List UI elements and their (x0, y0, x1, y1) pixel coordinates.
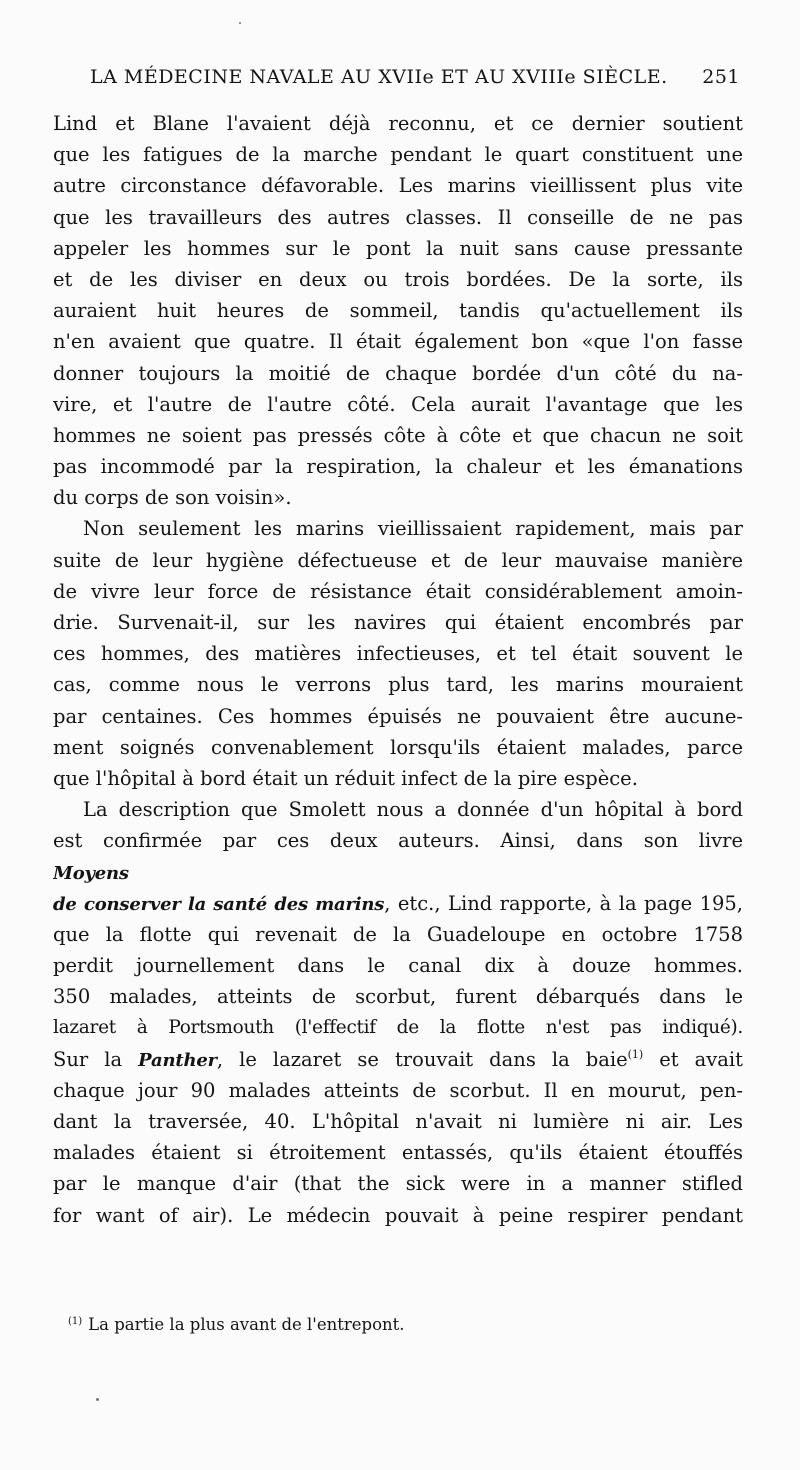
text-line: du corps de son voisin». (53, 486, 292, 510)
text-segment: et avait (659, 1047, 743, 1071)
text-line: que la flotte qui revenait de la Guadeloupe en octobre 1758 (53, 922, 743, 946)
text-line (53, 888, 743, 919)
text-line: 350 malades, atteints de scorbut, furent débarqués dans le (53, 985, 743, 1009)
scan-speck (96, 1398, 99, 1401)
text-line: autre circonstance défavorable. Les marins vieillissent plus vite (53, 174, 743, 198)
text-line: que l'hôpital à bord était un réduit infect de la pire espèce. (53, 766, 638, 790)
text-line: que les travailleurs des autres classes. Il conseille de ne pas (53, 205, 743, 229)
text-line: Lind et Blane l'avaient déjà reconnu, et ce dernier soutient (53, 112, 743, 135)
text-line: pas incommodé par la respiration, la chaleur et les émanations (53, 455, 743, 479)
text-line: que les fatigues de la marche pendant le quart constituent une (53, 143, 743, 167)
text-segment: Sur la (53, 1047, 123, 1071)
text-line: chaque jour 90 malades atteints de scorbut. Il en mourut, pen- (53, 1078, 743, 1102)
text-line: de vivre leur force de résistance était considérablement amoin- (53, 579, 743, 603)
text-line: cas, comme nous le verrons plus tard, les marins mouraient (53, 673, 743, 697)
running-title: LA MÉDECINE NAVALE AU XVIIe ET AU XVIIIe SIÈCLE. (90, 66, 668, 88)
footnote-text: La partie la plus avant de l'entrepont. (88, 1315, 405, 1334)
text-line: est confirmée par ces deux auteurs. Ainsi, dans son livre (53, 829, 743, 853)
text-line: par le manque d'air (that the sick were in a manner stifled (53, 1172, 743, 1196)
text-line: appeler les hommes sur le pont la nuit sans cause pressante (53, 236, 743, 260)
text-line: auraient huit heures de sommeil, tandis qu'actuellement ils (53, 299, 743, 323)
running-head (90, 66, 740, 96)
footnote (68, 1315, 668, 1334)
text-line: malades étaient si étroitement entassés, qu'ils étaient étouffés (53, 1141, 743, 1165)
text-line: donner toujours la moitié de chaque bordée d'un côté du na- (53, 361, 743, 385)
footnote-reference: (1) (627, 1047, 644, 1061)
text-line: ment soignés convenablement lorsqu'ils étaient malades, parce (53, 735, 743, 759)
text-line-remainder: , etc., Lind rapporte, à la page 195, (384, 891, 743, 915)
page-number: 251 (702, 66, 740, 88)
italic-book-word: Moyens (53, 862, 129, 884)
text-line: suite de leur hygiène défectueuse et de leur mauvaise manière (53, 548, 743, 572)
text-line: hommes ne soient pas pressés côte à côte et que chacun ne soit (53, 423, 743, 447)
text-line: et de les diviser en deux ou trois bordées. De la sorte, ils (53, 267, 743, 291)
text-line: drie. Survenait-il, sur les navires qui étaient encombrés par (53, 611, 743, 634)
italic-book-title: de conserver la santé des marins (53, 893, 385, 915)
text-line-with-italic-title (53, 857, 743, 888)
text-segment: , le lazaret se trouvait dans la baie (216, 1047, 628, 1071)
text-line-with-footnote-ref (53, 1044, 743, 1075)
body-text (53, 108, 743, 1231)
text-line: lazaret à Portsmouth (l'effectif de la flotte n'est pas indiqué). (53, 1017, 743, 1039)
text-line: par centaines. Ces hommes épuisés ne pouvaient être aucune- (53, 704, 743, 728)
text-line: dant la traversée, 40. L'hôpital n'avait ni lumière ni air. Les (53, 1110, 743, 1133)
footnote-mark: (1) (68, 1316, 83, 1327)
text-line: ces hommes, des matières infectieuses, et tel était souvent le (53, 642, 743, 666)
text-line: Non seulement les marins vieillissaient rapidement, mais par (83, 517, 743, 541)
italic-ship-name: Panther (138, 1049, 217, 1071)
scan-speck (239, 22, 241, 24)
text-line: vire, et l'autre de l'autre côté. Cela aurait l'avantage que les (53, 392, 743, 416)
text-line: n'en avaient que quatre. Il était également bon «que l'on fasse (53, 330, 743, 354)
text-line: La description que Smolett nous a donnée d'un hôpital à bord (83, 798, 743, 822)
text-line: perdit journellement dans le canal dix à douze hommes. (53, 954, 743, 978)
text-line: for want of air). Le médecin pouvait à peine respirer pendant (53, 1203, 743, 1227)
